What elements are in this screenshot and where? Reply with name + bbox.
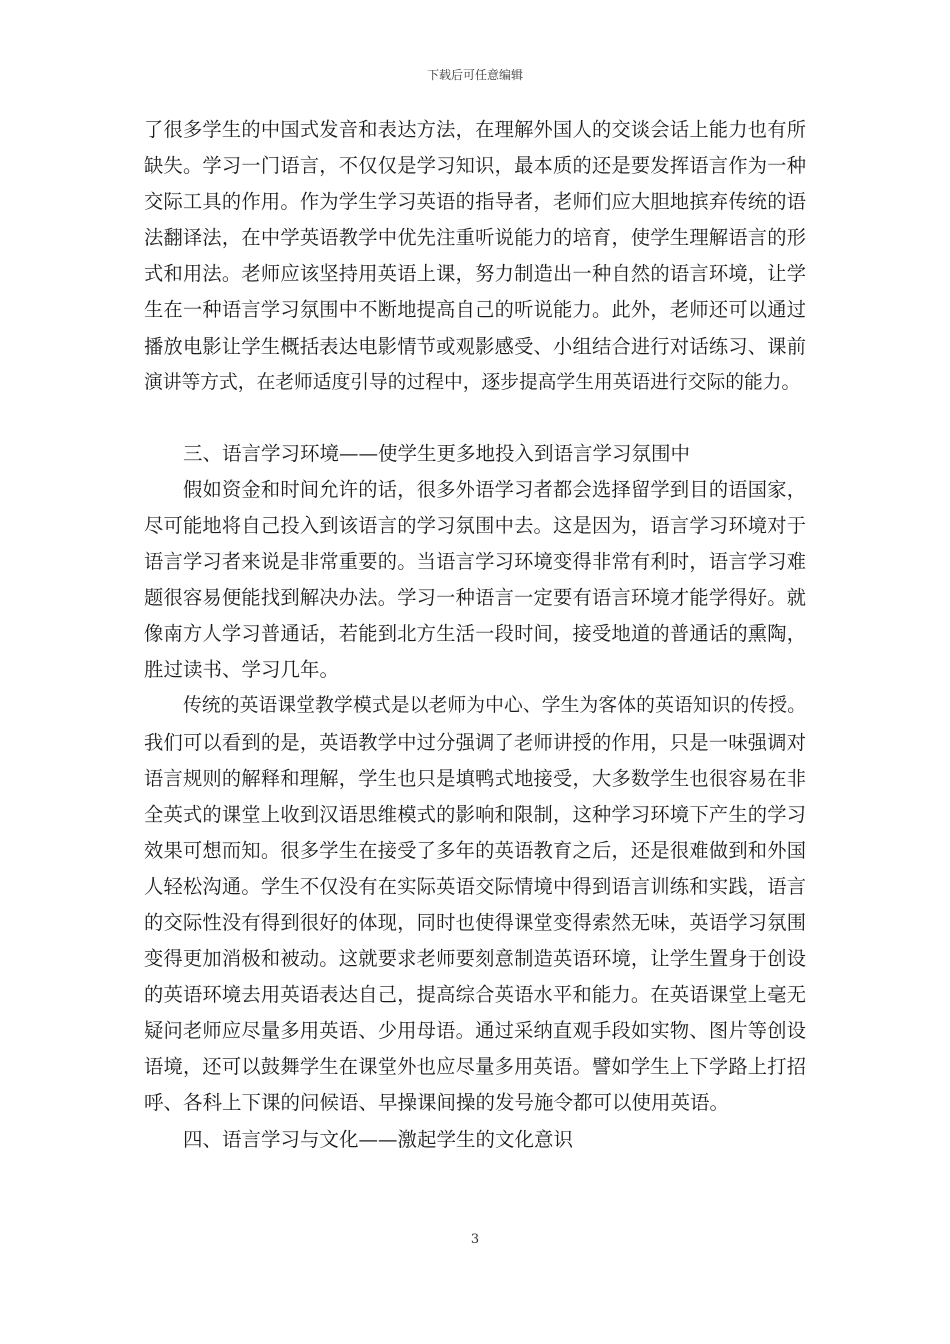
paragraph-line: 像南方人学习普通话，若能到北方生活一段时间，接受地道的普通话的熏陶，: [144, 622, 806, 646]
paragraph-line: 式和用法。老师应该坚持用英语上课，努力制造出一种自然的语言环境，让学: [144, 262, 806, 286]
section-heading: 四、语言学习与文化——激起学生的文化意识: [183, 1127, 574, 1151]
paragraph-line: 法翻译法，在中学英语教学中优先注重听说能力的培育，使学生理解语言的形: [144, 226, 806, 250]
paragraph: [144, 688, 806, 1121]
paragraph-line: 尽可能地将自己投入到该语言的学习氛围中去。这是因为，语言学习环境对于: [144, 513, 806, 537]
paragraph-line: 假如资金和时间允许的话，很多外语学习者都会选择留学到目的语国家，: [183, 477, 806, 501]
paragraph-line: 语言学习者来说是非常重要的。当语言学习环境变得非常有利时，语言学习难: [144, 550, 806, 574]
paragraph-line: 我们可以看到的是，英语教学中过分强调了老师讲授的作用，只是一味强调对: [144, 730, 806, 754]
paragraph-line: 胜过读书、学习几年。: [144, 658, 340, 682]
document-body: [144, 112, 806, 1158]
paragraph-line: 的英语环境去用英语表达自己，提高综合英语水平和能力。在英语课堂上毫无: [144, 983, 806, 1007]
paragraph-line: 变得更加消极和被动。这就要求老师要刻意制造英语环境，让学生置身于创设: [144, 947, 806, 971]
section-heading: 三、语言学习环境——使学生更多地投入到语言学习氛围中: [183, 441, 691, 465]
paragraph: [144, 472, 806, 689]
paragraph-line: 疑问老师应尽量多用英语、少用母语。通过采纳直观手段如实物、图片等创设: [144, 1019, 806, 1043]
paragraph-line: 生在一种语言学习氛围中不断地提高自己的听说能力。此外，老师还可以通过: [144, 298, 806, 322]
paragraph-line: 演讲等方式，在老师适度引导的过程中，逐步提高学生用英语进行交际的能力。: [144, 371, 801, 393]
paragraph-line: 了很多学生的中国式发音和表达方法，在理解外国人的交谈会话上能力也有所: [144, 118, 806, 141]
page-number: 3: [470, 1232, 480, 1247]
paragraph-gap: [144, 401, 806, 436]
page-header: 下载后可任意编辑: [426, 68, 523, 82]
paragraph-line: 的交际性没有得到很好的体现，同时也使得课堂变得索然无味，英语学习氛围: [144, 910, 806, 934]
paragraph-line: 人轻松沟通。学生不仅没有在实际英语交际情境中得到语言训练和实践，语言: [144, 874, 806, 898]
paragraph-line: 语言规则的解释和理解，学生也只是填鸭式地接受，大多数学生也很容易在非: [144, 766, 806, 790]
paragraph-line: 语境，还可以鼓舞学生在课堂外也应尽量多用英语。譬如学生上下学路上打招: [144, 1055, 806, 1079]
paragraph-line: 播放电影让学生概括表达电影情节或观影感受、小组结合进行对话练习、课前: [144, 334, 806, 358]
paragraph-line: 传统的英语课堂教学模式是以老师为中心、学生为客体的英语知识的传授。: [183, 695, 806, 717]
paragraph-line: 呼、各科上下课的问候语、早操课间操的发号施令都可以使用英语。: [144, 1091, 730, 1115]
paragraph: [144, 112, 806, 401]
paragraph-line: 交际工具的作用。作为学生学习英语的指导者，老师们应大胆地摈弃传统的语: [144, 190, 806, 214]
paragraph-line: 效果可想而知。很多学生在接受了多年的英语教育之后，还是很难做到和外国: [144, 838, 806, 862]
paragraph-line: 全英式的课堂上收到汉语思维模式的影响和限制，这种学习环境下产生的学习: [144, 802, 806, 826]
paragraph-line: 题很容易便能找到解决办法。学习一种语言一定要有语言环境才能学得好。就: [144, 586, 806, 610]
paragraph-line: 缺失。学习一门语言，不仅仅是学习知识，最本质的还是要发挥语言作为一种: [144, 154, 806, 178]
